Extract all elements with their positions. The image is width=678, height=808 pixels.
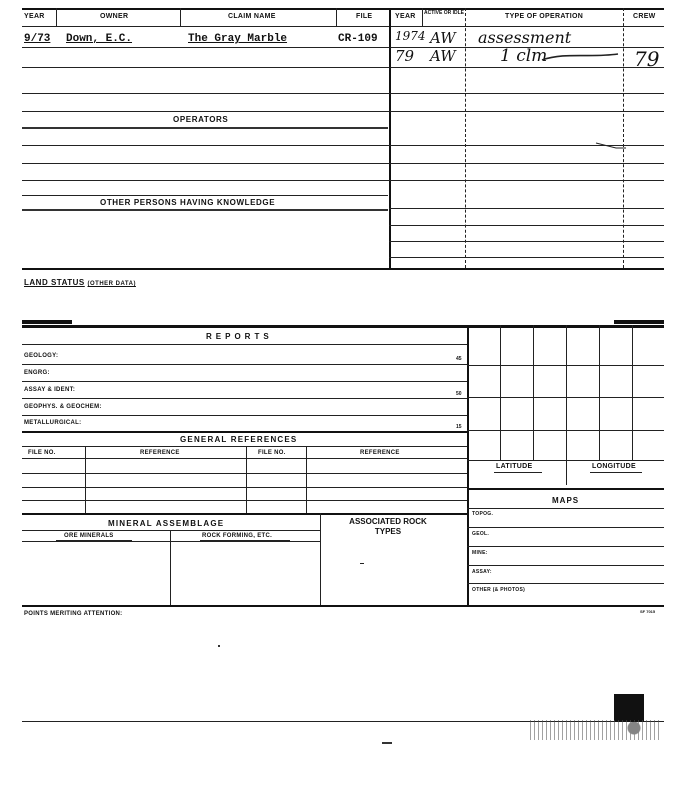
- record-claim-name: The Gray Marble: [188, 33, 288, 45]
- land-status-note: (OTHER DATA): [87, 281, 136, 287]
- maps-assay: ASSAY:: [472, 569, 492, 575]
- activity-operation-1: assessment: [478, 28, 572, 47]
- scan-block: [614, 694, 644, 722]
- record-year: 9/73: [24, 33, 51, 45]
- points-meriting-attention: POINTS MERITING ATTENTION:: [24, 611, 123, 617]
- activity-year-1: 1974: [395, 29, 426, 43]
- activity-crew-2: 79: [634, 47, 660, 71]
- scan-dot-1: [218, 645, 220, 647]
- ref-header-file-no-2: FILE NO.: [258, 450, 286, 456]
- record-file: CR-109: [338, 33, 378, 45]
- handwritten-mark: [594, 140, 630, 154]
- report-geology: GEOLOGY:: [24, 353, 59, 359]
- report-metallurgical-num: 15: [456, 424, 462, 430]
- activity-year-2: 79: [395, 47, 415, 65]
- activity-status-2: AW: [430, 47, 456, 65]
- latitude-label: LATITUDE: [496, 463, 533, 470]
- maps-topog: TOPOG.: [472, 511, 494, 517]
- activity-status-1: AW: [430, 29, 456, 47]
- rock-forming-label: ROCK FORMING, ETC.: [202, 533, 273, 539]
- header-owner: OWNER: [100, 13, 129, 20]
- maps-other: OTHER (& PHOTOS): [472, 587, 526, 593]
- rock-types-dash: [360, 563, 364, 564]
- scan-dot-2: [382, 742, 392, 744]
- operators-heading: OPERATORS: [173, 115, 229, 124]
- ore-minerals-label: ORE MINERALS: [64, 533, 114, 539]
- activity-operation-2: 1 clm: [500, 46, 548, 66]
- header-claim-name: CLAIM NAME: [228, 13, 276, 20]
- maps-mine: MINE:: [472, 550, 488, 556]
- header-type-of-operation: TYPE OF OPERATION: [505, 13, 584, 20]
- land-status-heading: [24, 278, 136, 287]
- header-year-2: YEAR: [395, 13, 416, 20]
- general-references-heading: GENERAL REFERENCES: [180, 435, 298, 444]
- report-geology-num: 45: [456, 356, 462, 362]
- record-owner: Down, E.C.: [66, 33, 133, 45]
- report-assay-num: 50: [456, 391, 462, 397]
- longitude-label: LONGITUDE: [592, 463, 636, 470]
- handwritten-strike: [540, 48, 620, 64]
- ref-header-reference-2: REFERENCE: [360, 450, 400, 456]
- ref-header-reference: REFERENCE: [140, 450, 180, 456]
- report-metallurgical: METALLURGICAL:: [24, 420, 82, 426]
- report-assay: ASSAY & IDENT:: [24, 387, 76, 393]
- associated-rock-types-heading: ASSOCIATED ROCK TYPES: [349, 517, 427, 536]
- land-status-label: LAND STATUS: [24, 278, 85, 287]
- maps-geol: GEOL.: [472, 531, 490, 537]
- maps-heading: MAPS: [552, 496, 580, 505]
- report-engrg: ENGRG:: [24, 370, 50, 376]
- header-active-or-idle: ACTIVE OR IDLE: [424, 10, 465, 16]
- reports-heading: REPORTS: [206, 332, 273, 341]
- header-crew: CREW: [633, 13, 656, 20]
- scan-smudge: [530, 720, 660, 740]
- scan-mark-right: [614, 320, 664, 324]
- report-geophys: GEOPHYS. & GEOCHEM:: [24, 404, 102, 410]
- form-code: SF 7015: [640, 609, 656, 614]
- ref-header-file-no: FILE NO.: [28, 450, 56, 456]
- other-persons-heading: OTHER PERSONS HAVING KNOWLEDGE: [100, 198, 276, 207]
- header-year: YEAR: [24, 13, 45, 20]
- header-file: FILE: [356, 13, 373, 20]
- scan-mark-left: [22, 320, 72, 324]
- mineral-assemblage-heading: MINERAL ASSEMBLAGE: [108, 519, 225, 528]
